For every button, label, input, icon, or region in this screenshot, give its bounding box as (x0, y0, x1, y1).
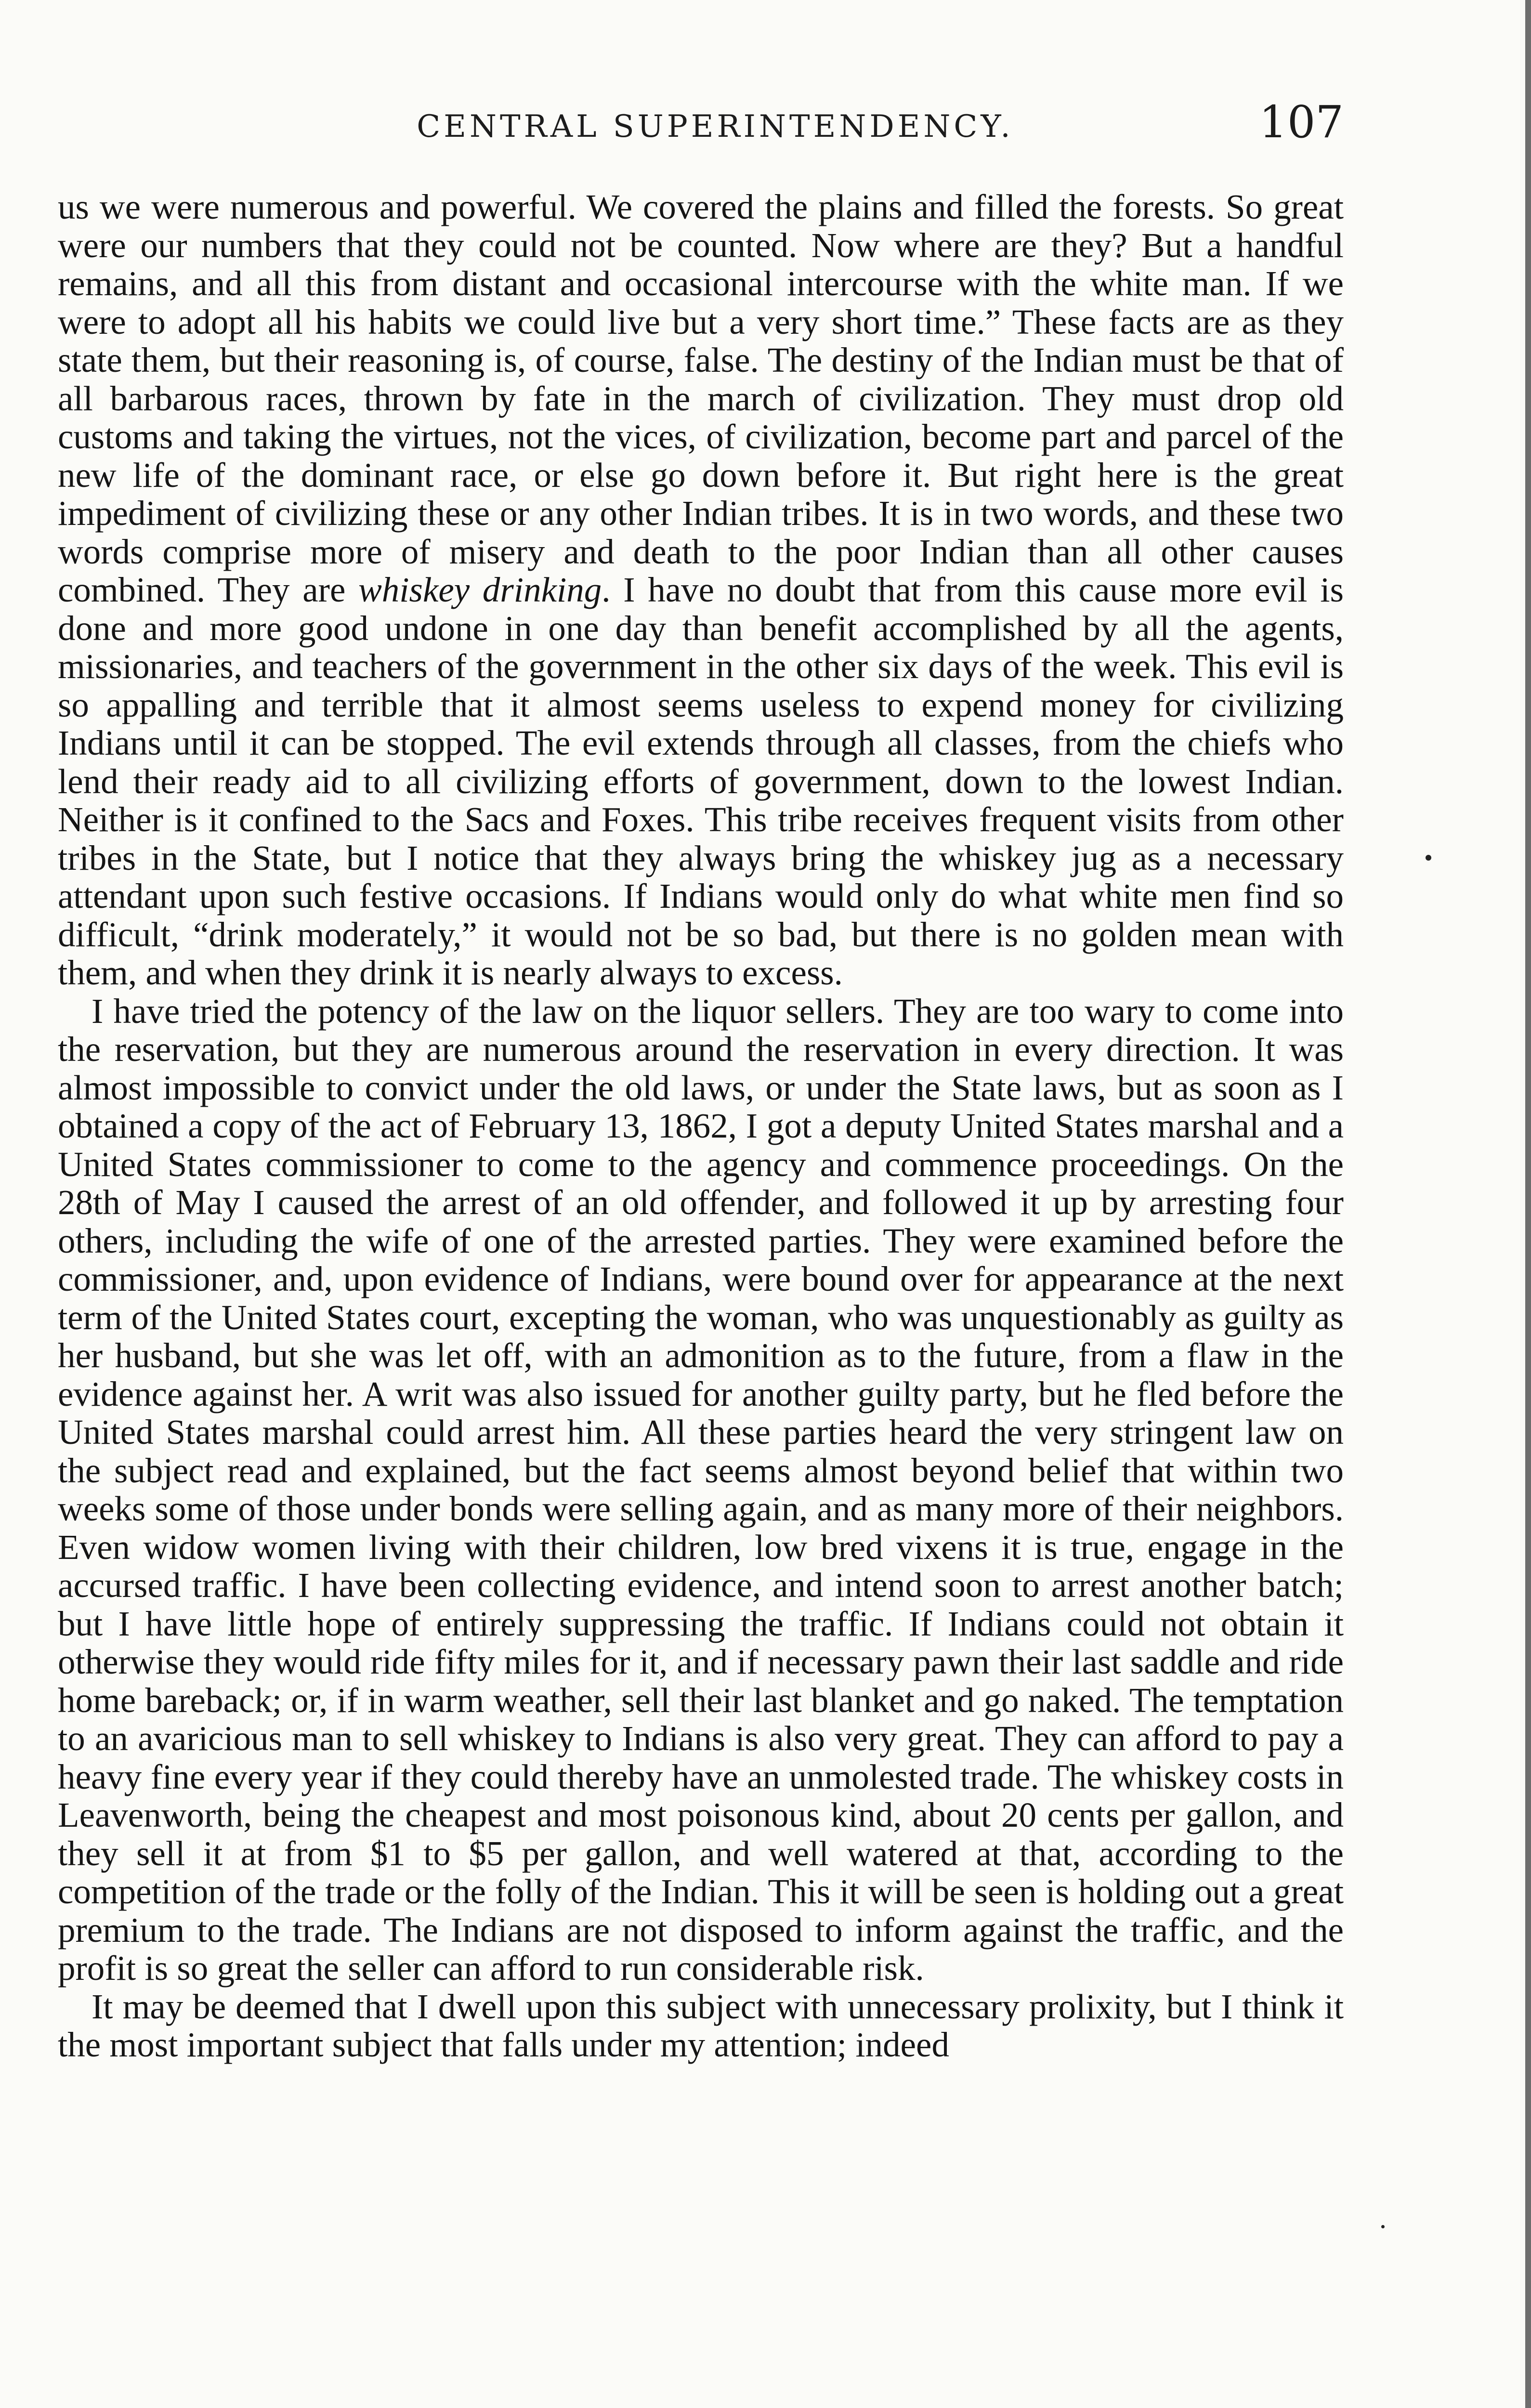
ink-speck (1381, 2225, 1385, 2228)
ink-speck (1426, 855, 1431, 861)
emphasis-whiskey-drinking: whiskey drinking (358, 570, 602, 609)
paragraph-2: I have tried the potency of the law on the liquor sellers. They are too wary to come into the reservation, but they are numerous around the reservation in every direction. It was almost impossible to convict under the old laws, or under the State laws, but as soon as I obtained a copy of the act of February 13, 1862, I got a deputy United States marshal and a United States commissioner to come to the agency and commence proceedings. On the 28th of May I caused the arrest of an old offender, and followed it up by arresting four others, including the wife of one of the arrested parties. They were examined before the commissioner, and, upon evidence of Indians, were bound over for appearance at the next term of the United States court, excepting the woman, who was unquestionably as guilty as her husband, but she was let off, with an admonition as to the future, from a flaw in the evidence against her. A writ was also issued for another guilty party, but he fled before the United States marshal could arrest him. All these parties heard the very stringent law on the subject read and explained, but the fact seems almost beyond belief that within two weeks some of those under bonds were selling again, and as many more of their neighbors. Even widow women living with their children, low bred vixens it is true, engage in the accursed traffic. I have been collecting evidence, and intend soon to arrest another batch; but I have little hope of entirely suppressing the traffic. If Indians could not obtain it otherwise they would ride fifty miles for it, and if necessary pawn their last saddle and ride home bareback; or, if in warm weather, sell their last blanket and go naked. The temptation to an avaricious man to sell whiskey to Indians is also very great. They can afford to pay a heavy fine every year if they could thereby have an unmolested trade. The whiskey costs in Leavenworth, being the cheapest and most poisonous kind, about 20 cents per gallon, and they sell it at from $1 to $5 per gallon, and well watered at that, according to the competition of the trade or the folly of the Indian. This it will be seen is holding out a great premium to the trade. The Indians are not disposed to inform against the traffic, and the profit is so great the seller can afford to run considerable risk. (58, 991, 1344, 1988)
page-number: 107 (1259, 96, 1344, 148)
scan-edge-right (1525, 0, 1531, 2408)
body-text (58, 188, 1344, 2064)
paragraph-1 (58, 188, 1344, 992)
paragraph-1-rest: . I have no doubt that from this cause more evil is done and more good undone in one day than benefit accomplished by all the agents, missionaries, and teachers of the government in the other six days of the week. This evil is so appalling and terrible that it almost seems useless to expend money for civilizing Indians until it can be stopped. The evil extends through all classes, from the chiefs who lend their ready aid to all civilizing efforts of government, down to the lowest Indian. Neither is it confined to the Sacs and Foxes. This tribe receives frequent visits from other tribes in the State, but I notice that they always bring the whiskey jug as a necessary attendant upon such festive occasions. If Indians would only do what white men find so difficult, “drink moderately,” it would not be so bad, but there is no golden mean with them, and when they drink it is nearly always to excess. (58, 570, 1344, 992)
running-title: CENTRAL SUPERINTENDENCY. (417, 109, 1014, 144)
page-header (58, 96, 1358, 149)
paragraph-1-lead: us we were numerous and powerful. We covered the plains and filled the forests. So great were our numbers that they could not be counted. Now where are they? But a handful remains, and all this from distant and occasional intercourse with the white man. If we were to adopt all his habits we could live but a very short time.” These facts are as they state them, but their reasoning is, of course, false. The destiny of the Indian must be that of all barbarous races, thrown by fate in the march of civilization. They must drop old customs and taking the virtues, not the vices, of civilization, become part and parcel of the new life of the dominant race, or else go down before it. But right here is the great impediment of civilizing these or any other Indian tribes. It is in two words, and these two words comprise more of misery and death to the poor Indian than all other causes combined. They are (58, 187, 1344, 609)
paragraph-3: It may be deemed that I dwell upon this subject with unnecessary prolixity, but I think it the most important subject that falls under my attention; indeed (58, 1987, 1344, 2064)
